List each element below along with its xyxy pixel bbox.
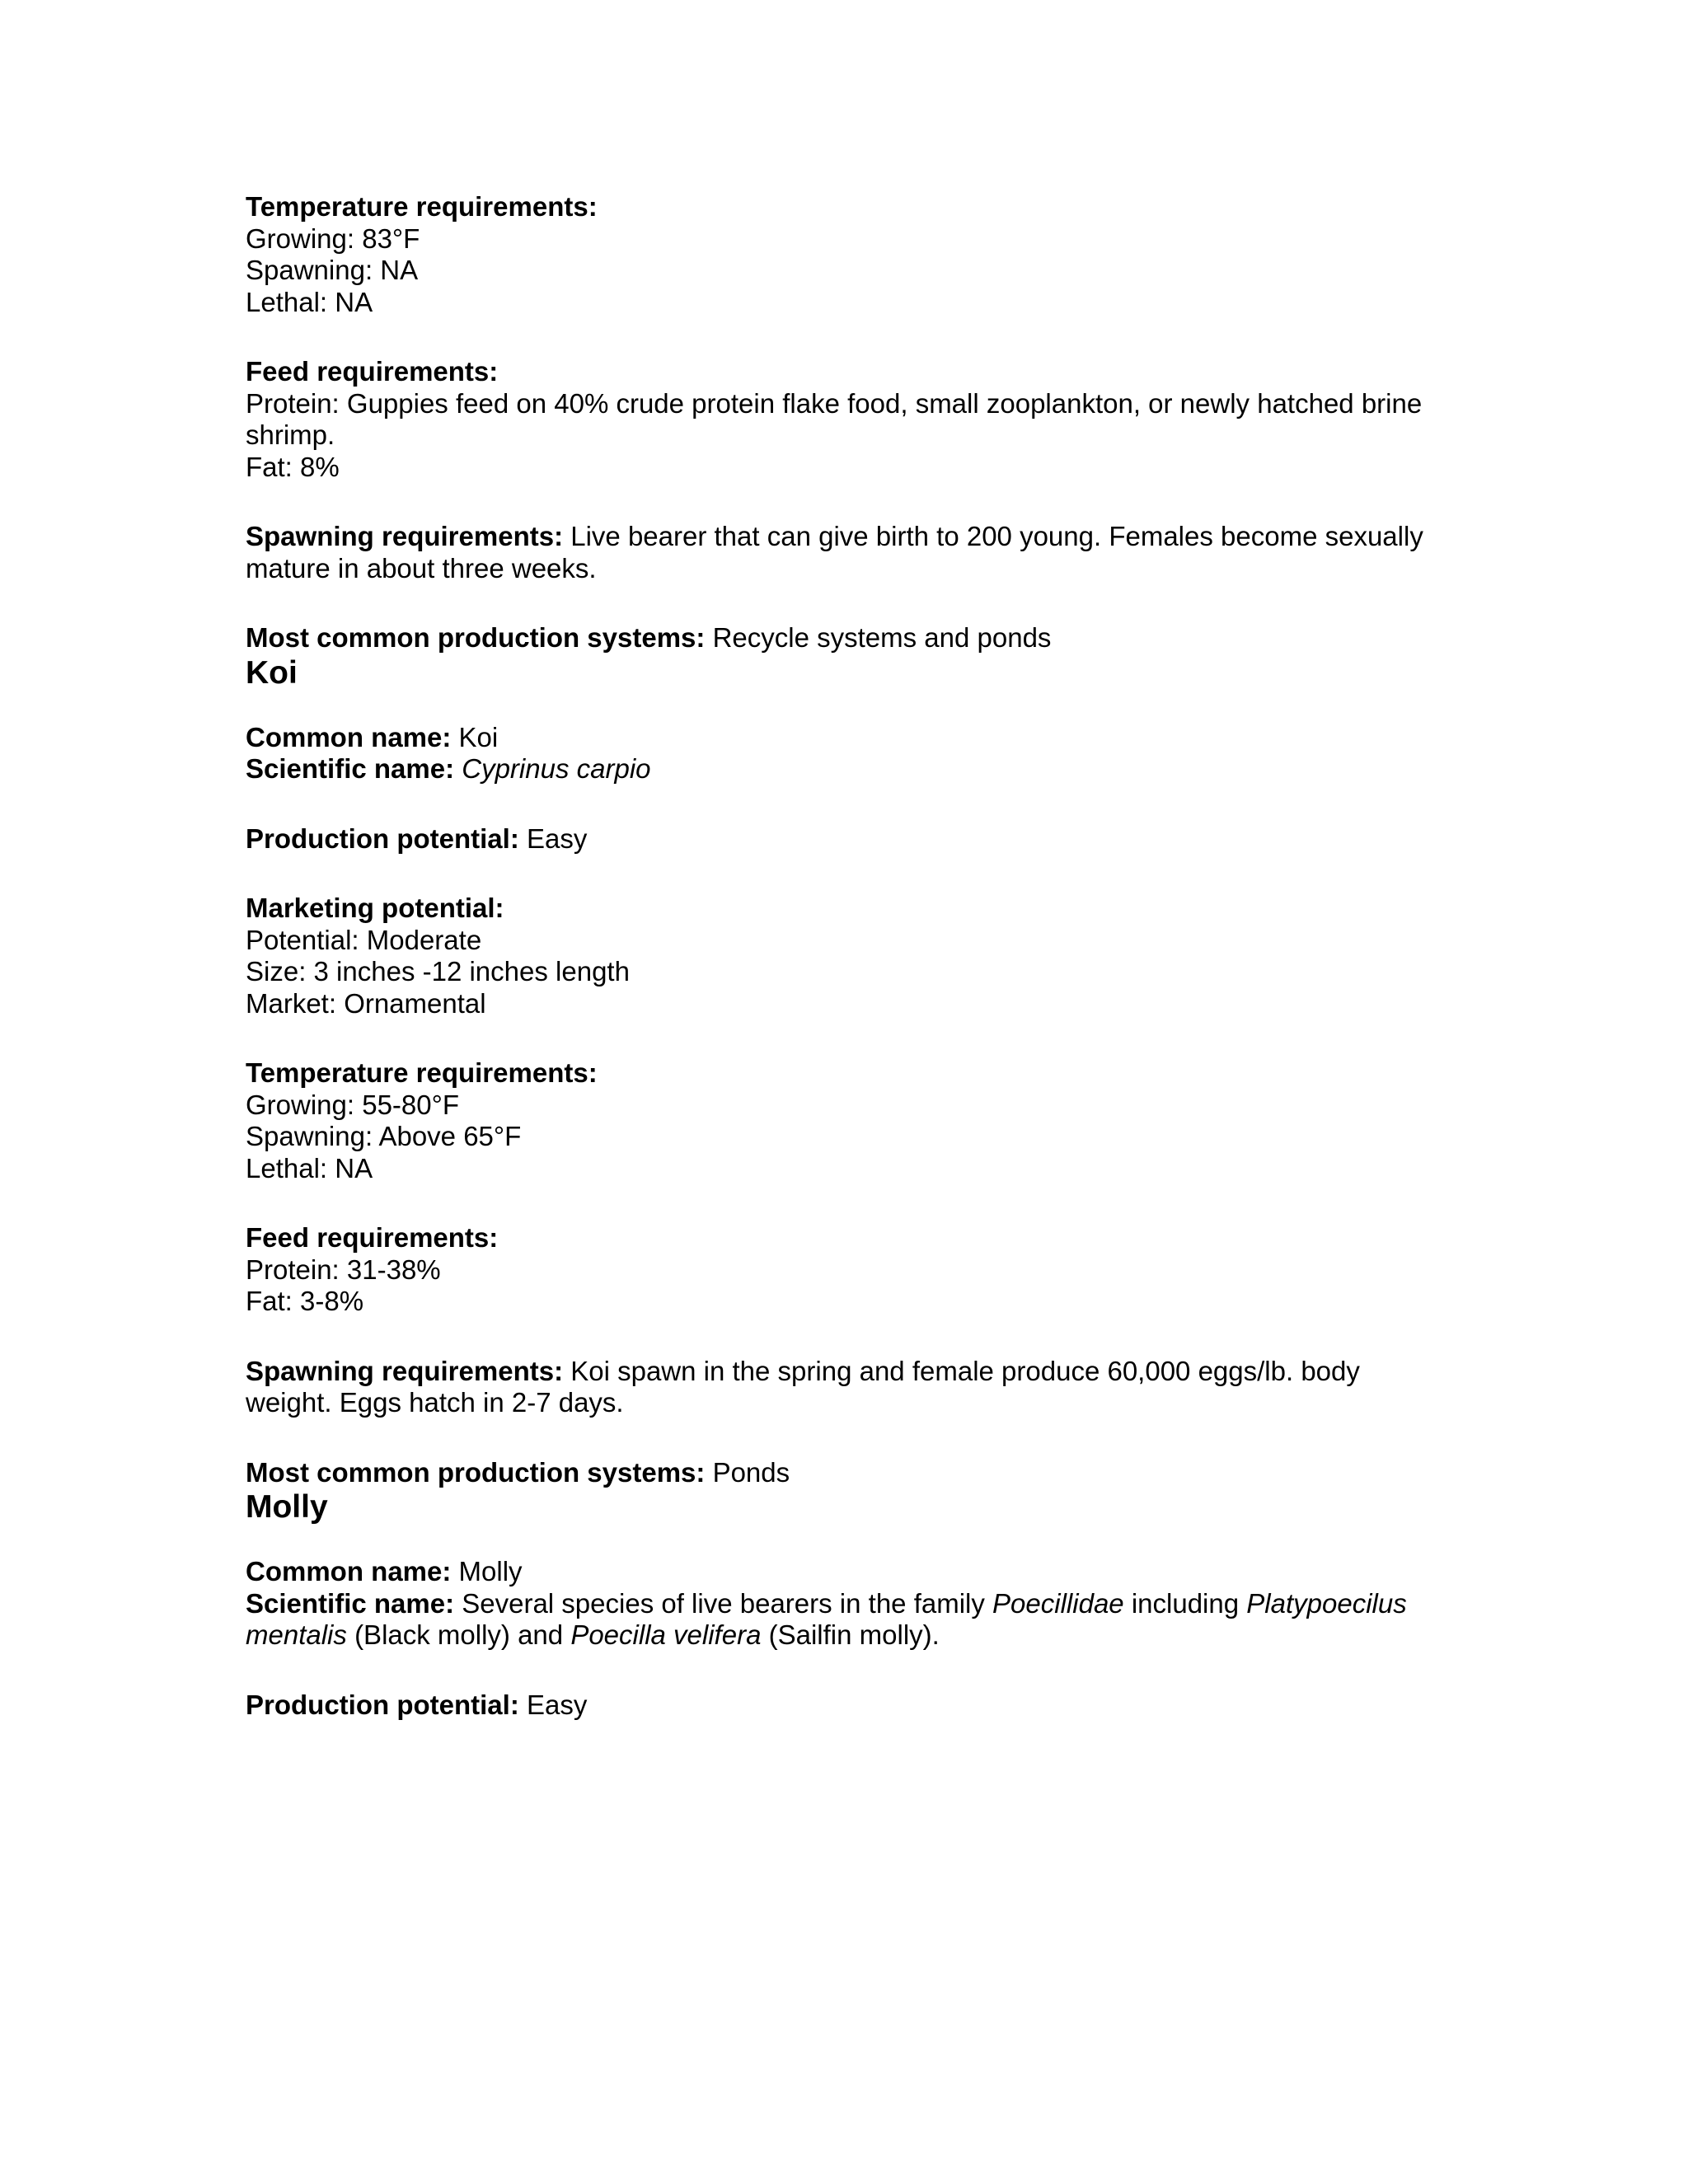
guppy-feed-fat: Fat: 8% bbox=[246, 451, 340, 482]
koi-spawning-label: Spawning requirements: bbox=[246, 1355, 564, 1386]
koi-feed bbox=[246, 1222, 1441, 1318]
guppy-spawning-label: Spawning requirements: bbox=[246, 521, 564, 551]
molly-common-name-label: Common name: bbox=[246, 1556, 452, 1586]
koi-spawning bbox=[246, 1356, 1441, 1419]
koi-feed-protein: Protein: 31-38% bbox=[246, 1254, 441, 1285]
koi-common-name-text: Koi bbox=[458, 721, 499, 752]
koi-production bbox=[246, 823, 1441, 855]
document-body bbox=[246, 191, 1441, 1721]
koi-systems-text: Ponds bbox=[712, 1456, 790, 1488]
molly-scientific-name-label: Scientific name: bbox=[246, 1587, 455, 1619]
guppy-temperature bbox=[246, 191, 1441, 318]
koi-marketing-market: Market: Ornamental bbox=[246, 987, 486, 1019]
molly-scientific-family: Poecillidae bbox=[992, 1587, 1124, 1619]
guppy-systems bbox=[246, 622, 1441, 654]
koi-temperature bbox=[246, 1057, 1441, 1184]
guppy-feed-protein: Protein: Guppies feed on 40% crude protein flake food, small zooplankton, or newly hatched brine shrimp. bbox=[246, 387, 1423, 450]
koi-feed-label: Feed requirements: bbox=[246, 1222, 499, 1253]
molly-common-name bbox=[246, 1556, 1441, 1588]
molly-scientific-part4: (Sailfin molly). bbox=[768, 1619, 940, 1650]
guppy-feed bbox=[246, 356, 1441, 483]
koi-temperature-growing: Growing: 55-80°F bbox=[246, 1089, 459, 1120]
koi-spawning-text: Koi spawn in the spring and female produce 60,000 eggs/lb. body weight. Eggs hatch in 2-7 days. bbox=[246, 1355, 1360, 1418]
guppy-temperature-spawning: Spawning: NA bbox=[246, 255, 419, 285]
koi-feed-fat: Fat: 3-8% bbox=[246, 1286, 364, 1316]
molly-scientific-part3: (Black molly) and bbox=[354, 1619, 564, 1650]
guppy-feed-label: Feed requirements: bbox=[246, 356, 499, 387]
molly-scientific-name bbox=[246, 1588, 1441, 1652]
molly-names bbox=[246, 1556, 1441, 1652]
molly-scientific-species1: Platypoecilus mentalis bbox=[246, 1587, 1407, 1650]
koi-common-name bbox=[246, 722, 1441, 754]
guppy-spawning-text: Live bearer that can give birth to 200 young. Females become sexually mature in about three weeks. bbox=[246, 521, 1423, 583]
koi-systems-label: Most common production systems: bbox=[246, 1456, 706, 1488]
koi-production-text: Easy bbox=[526, 823, 588, 854]
guppy-systems-label: Most common production systems: bbox=[246, 622, 706, 653]
koi-temperature-label: Temperature requirements: bbox=[246, 1057, 598, 1088]
molly-common-name-text: Molly bbox=[458, 1556, 523, 1586]
koi-marketing-potential: Potential: Moderate bbox=[246, 924, 482, 955]
koi-marketing bbox=[246, 893, 1441, 1019]
koi-scientific-name-text: Cyprinus carpio bbox=[462, 753, 651, 784]
molly-heading: Molly bbox=[246, 1489, 328, 1525]
molly-production-label: Production potential: bbox=[246, 1689, 519, 1720]
guppy-spawning bbox=[246, 521, 1441, 584]
guppy-temperature-growing: Growing: 83°F bbox=[246, 223, 420, 254]
koi-names bbox=[246, 722, 1441, 785]
koi-temperature-lethal: Lethal: NA bbox=[246, 1152, 373, 1183]
koi-marketing-size: Size: 3 inches -12 inches length bbox=[246, 956, 630, 987]
molly-production-text: Easy bbox=[526, 1689, 588, 1720]
molly-scientific-part2: including bbox=[1131, 1587, 1240, 1619]
koi-scientific-name-label: Scientific name: bbox=[246, 753, 455, 784]
koi-production-label: Production potential: bbox=[246, 823, 519, 854]
molly-scientific-part1: Several species of live bearers in the family bbox=[462, 1587, 985, 1619]
koi-marketing-label: Marketing potential: bbox=[246, 893, 504, 923]
koi-common-name-label: Common name: bbox=[246, 721, 452, 752]
koi-scientific-name bbox=[246, 753, 1441, 785]
koi-temperature-spawning: Spawning: Above 65°F bbox=[246, 1121, 522, 1151]
koi-systems bbox=[246, 1457, 1441, 1489]
guppy-systems-text: Recycle systems and ponds bbox=[712, 622, 1052, 653]
guppy-temperature-label: Temperature requirements: bbox=[246, 191, 598, 222]
guppy-temperature-lethal: Lethal: NA bbox=[246, 286, 373, 317]
molly-production bbox=[246, 1690, 1441, 1722]
koi-heading: Koi bbox=[246, 654, 298, 691]
molly-scientific-species2: Poecilla velifera bbox=[570, 1619, 762, 1650]
